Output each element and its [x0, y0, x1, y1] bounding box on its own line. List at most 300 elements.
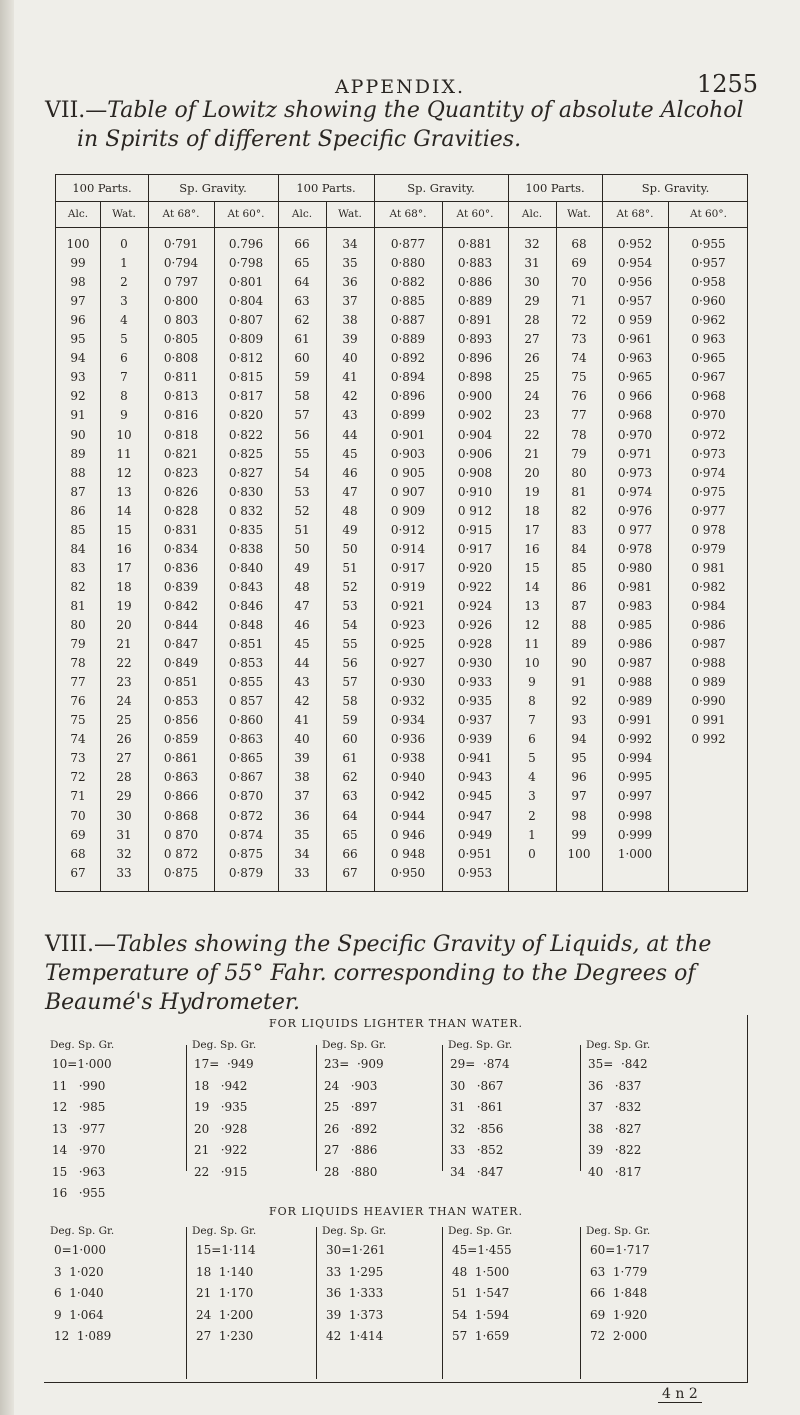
table-cell: 0·938	[390, 751, 426, 766]
table-cell: 0 977	[617, 522, 653, 537]
table-cell: 59	[294, 370, 310, 385]
table-cell: 0·991	[617, 713, 653, 728]
table-cell: 0·818	[163, 427, 199, 442]
table-cell: 0 832	[228, 503, 264, 518]
table-cell: 0·990	[691, 694, 726, 709]
table-cell: 51 1·547	[452, 1286, 510, 1300]
table-cell: 30 ·867	[450, 1078, 504, 1093]
table-cell: 0·930	[457, 656, 493, 671]
column-header: At 60°.	[456, 208, 494, 220]
table-cell: 54	[294, 465, 310, 480]
table-cell: 0·968	[617, 408, 653, 423]
table-cell: 67	[70, 865, 86, 880]
table-cell: 0·805	[163, 332, 199, 347]
table-cell: 72 2·000	[590, 1329, 648, 1343]
table-cell: 36 ·837	[588, 1078, 642, 1093]
page-number: 1255	[696, 70, 758, 98]
table-cell: 2	[120, 275, 128, 290]
table-cell: 33	[294, 865, 310, 880]
table-cell: 0·815	[228, 370, 264, 385]
column-header: Deg. Sp. Gr.	[448, 1039, 513, 1051]
table-cell: 99	[571, 827, 587, 842]
table-cell: 0·904	[457, 427, 493, 442]
table-cell: 21 ·922	[194, 1143, 248, 1157]
table-cell: 72	[70, 770, 86, 785]
table-cell: 23	[524, 408, 540, 423]
table-cell: 45	[294, 637, 310, 652]
table-cell: 12	[524, 618, 540, 632]
running-title: APPENDIX.	[334, 76, 466, 98]
table-cell: 15=1·114	[196, 1243, 256, 1257]
table-cell: 70	[571, 275, 587, 290]
table-cell: 0·954	[617, 256, 653, 271]
table-cell: 12 ·985	[52, 1100, 106, 1114]
column-header: At 68°.	[162, 208, 200, 220]
table-cell: 57	[294, 408, 310, 423]
table-cell: 27 ·886	[324, 1143, 378, 1157]
table-cell: 0·971	[617, 446, 653, 461]
table-cell: 54 1·594	[452, 1307, 510, 1322]
section-8-dash: —	[93, 932, 116, 957]
table-cell: 0·836	[163, 560, 199, 575]
table-cell: 26 ·892	[324, 1121, 378, 1136]
table-cell: 13	[116, 484, 132, 499]
table-cell: 0·889	[457, 294, 493, 309]
table-cell: 0·801	[228, 275, 264, 290]
table-cell: 0·930	[390, 675, 426, 690]
table-cell: 71	[571, 294, 587, 309]
section-7-dash: —	[85, 98, 108, 123]
table-cell: 7	[120, 370, 128, 385]
table-cell: 85	[70, 522, 86, 537]
table-cell: 0·820	[228, 408, 264, 423]
table-cell: 74	[571, 351, 587, 366]
table-cell: 19 ·935	[194, 1100, 248, 1114]
table-cell: 0·809	[228, 332, 264, 347]
table-cell: 0·994	[617, 751, 653, 766]
table-cell: 0 803	[163, 313, 199, 328]
table-cell: 0·956	[617, 275, 653, 290]
table-cell: 43	[342, 408, 358, 423]
table-cell: 29	[116, 789, 132, 804]
table-cell: 0·987	[691, 637, 726, 652]
table-cell: 0	[120, 237, 128, 251]
table-cell: 42	[294, 694, 310, 709]
table-cell: 0·944	[390, 808, 426, 823]
table-cell: 12 1·089	[54, 1329, 112, 1343]
table-cell: 0·986	[617, 637, 653, 652]
table-cell: 0·981	[617, 579, 653, 594]
table-cell: 1	[528, 827, 536, 842]
table-cell: 0·957	[691, 256, 726, 271]
table-cell: 0·912	[390, 522, 426, 537]
table-cell: 0·851	[228, 637, 264, 652]
table-cell: 19	[116, 598, 132, 613]
table-cell: 78	[70, 656, 86, 671]
table-cell: 0·986	[691, 618, 726, 632]
table-cell: 41	[294, 713, 310, 728]
table-cell: 0·831	[163, 522, 199, 537]
table-cell: 29= ·874	[450, 1057, 510, 1071]
table-cell: 18 1·140	[196, 1264, 254, 1279]
table-cell: 1·000	[617, 846, 653, 861]
table-cell: 0 959	[617, 313, 653, 328]
table-cell: 18	[524, 503, 540, 518]
table-cell: 0·816	[163, 408, 199, 423]
table-cell: 14	[524, 579, 540, 594]
table-cell: 0·970	[617, 427, 653, 442]
table-cell: 49	[294, 560, 310, 575]
table-cell: 0·827	[228, 465, 264, 480]
section-8-title-line1: Tables showing the Specific Gravity of Liquids, at the	[115, 932, 712, 957]
table-cell: 11	[524, 637, 540, 652]
group-header: Sp. Gravity.	[407, 181, 475, 195]
table-cell: 0·817	[228, 389, 264, 404]
table-cell: 0·856	[163, 713, 199, 728]
table-cell: 97	[70, 294, 86, 309]
table-cell: 24 ·903	[324, 1078, 378, 1093]
table-cell: 39	[342, 332, 358, 347]
table-cell: 0·808	[163, 351, 199, 366]
table-cell: 31 ·861	[450, 1100, 504, 1114]
table-cell: 0·823	[163, 465, 199, 480]
table-cell: 0·928	[457, 637, 493, 652]
table-cell: 4	[120, 313, 128, 328]
table-cell: 0·825	[228, 446, 264, 461]
table-cell: 60=1·717	[590, 1243, 650, 1257]
table-cell: 0·846	[228, 598, 264, 613]
table-cell: 0·901	[390, 427, 426, 442]
table-cell: 60	[342, 732, 358, 747]
table-cell: 51	[342, 560, 358, 575]
table-cell: 30	[524, 275, 540, 290]
table-cell: 0·927	[390, 656, 426, 671]
table-cell: 18	[116, 579, 132, 594]
table-cell: 0·977	[691, 503, 726, 518]
table-cell: 24	[116, 694, 132, 709]
table-cell: 87	[70, 484, 86, 499]
table-cell: 14	[116, 503, 132, 518]
table-cell: 0·936	[390, 732, 426, 747]
table-cell: 0·863	[163, 770, 199, 785]
table-cell: 18 ·942	[194, 1078, 248, 1093]
table-cell: 80	[571, 465, 587, 480]
table-cell: 95	[70, 332, 86, 347]
table-cell: 17= ·949	[194, 1057, 254, 1071]
table-cell: 25	[524, 370, 540, 385]
table-cell: 63	[342, 789, 358, 804]
table-cell: 38 ·827	[588, 1121, 642, 1136]
table-cell: 100	[567, 846, 591, 861]
table-cell: 9 1·064	[54, 1307, 104, 1322]
table-cell: 16 ·955	[52, 1186, 106, 1200]
table-cell: 0·849	[163, 656, 199, 671]
section-8-heading-line3	[45, 988, 765, 1017]
table-cell: 0·925	[390, 637, 426, 652]
table-cell: 33 ·852	[450, 1143, 504, 1157]
table-cell: 48 1·500	[452, 1264, 510, 1279]
table-cell: 0·943	[457, 770, 493, 785]
group-header: 100 Parts.	[72, 181, 132, 195]
table-cell: 0·859	[163, 732, 199, 747]
table-cell: 28	[524, 313, 540, 328]
group-header: 100 Parts.	[296, 181, 356, 195]
table-cell: 82	[571, 503, 587, 518]
table-cell: 0·881	[457, 237, 493, 251]
table-cell: 0 912	[457, 503, 493, 518]
table-cell: 0·844	[163, 618, 199, 632]
table-cell: 75	[70, 713, 86, 728]
table-cell: 0·968	[691, 389, 726, 404]
table-cell: 23= ·909	[324, 1057, 384, 1071]
table-cell: 80	[70, 618, 86, 632]
table-cell: 0·894	[390, 370, 426, 385]
table-cell: 0·834	[163, 541, 199, 556]
table-cell: 0·891	[457, 313, 493, 328]
table-cell: 45	[342, 446, 358, 461]
table-cell: 5	[528, 751, 536, 766]
table-cell: 0 797	[163, 275, 199, 290]
table-cell: 69 1·920	[590, 1307, 648, 1322]
table-cell: 0·975	[691, 484, 726, 499]
column-header: Wat.	[338, 208, 362, 220]
table-cell: 51	[294, 522, 310, 537]
table-cell: 52	[294, 503, 310, 518]
table-cell: 0·979	[691, 541, 726, 556]
table-cell: 0·875	[163, 865, 199, 880]
table-cell: 0 989	[691, 675, 726, 690]
section-8-title-line2: Temperature of 55° Fahr. corresponding to the Degrees of	[45, 961, 696, 986]
table-cell: 32	[116, 846, 132, 861]
table-cell: 0·877	[390, 237, 426, 251]
table-cell: 0·794	[163, 256, 199, 271]
table-cell: 22	[524, 427, 540, 442]
table-cell: 64	[294, 275, 310, 290]
table-cell: 54	[342, 618, 358, 632]
table-cell: 30=1·261	[326, 1243, 386, 1257]
table-cell: 0·935	[457, 694, 493, 709]
table-cell: 6	[120, 351, 128, 366]
table-cell: 0·899	[390, 408, 426, 423]
table-cell: 95	[571, 751, 587, 766]
table-cell: 0·926	[457, 618, 493, 632]
table-cell: 64	[342, 808, 358, 823]
table-cell: 0·889	[390, 332, 426, 347]
table-cell: 0·839	[163, 579, 199, 594]
table-cell: 0·896	[457, 351, 493, 366]
table-cell: 0·853	[163, 694, 199, 709]
table-cell: 5	[120, 332, 128, 347]
table-cell: 10	[116, 427, 132, 442]
table-cell: 0·940	[390, 770, 426, 785]
table-cell: 0 905	[390, 465, 426, 480]
table-cell: 0·974	[691, 465, 726, 480]
table-cell: 0·908	[457, 465, 493, 480]
table-cell: 66	[342, 846, 358, 861]
table-cell: 0 909	[390, 503, 426, 518]
table-cell: 32	[524, 237, 540, 251]
table-cell: 27 1·230	[196, 1329, 254, 1343]
table-cell: 88	[70, 465, 86, 480]
table-cell: 8	[528, 694, 536, 709]
table-cell: 96	[571, 770, 587, 785]
table-cell: 79	[70, 637, 86, 652]
table-cell: 34	[294, 846, 310, 861]
table-cell: 42 1·414	[326, 1329, 384, 1343]
table-cell: 93	[571, 713, 587, 728]
table-cell: 0·962	[691, 313, 726, 328]
column-header: At 60°.	[227, 208, 265, 220]
table-cell: 0 946	[390, 827, 426, 842]
table-cell: 28 ·880	[324, 1164, 378, 1179]
table-cell: 0·965	[691, 351, 726, 366]
table-cell: 39 1·373	[326, 1307, 384, 1322]
table-cell: 74	[70, 732, 86, 747]
table-cell: 0·826	[163, 484, 199, 499]
table-cell: 26	[116, 732, 132, 747]
table-cell: 0·811	[163, 370, 199, 385]
table-cell: 84	[70, 541, 86, 556]
table-cell: 0·848	[228, 618, 264, 632]
table-cell: 93	[70, 370, 86, 385]
lighter-liquids-title: FOR LIQUIDS LIGHTER THAN WATER.	[269, 1017, 523, 1030]
table-cell: 0 966	[617, 389, 653, 404]
table-cell: 69	[70, 827, 86, 842]
table-cell: 0 978	[691, 522, 726, 537]
table-cell: 35= ·842	[588, 1057, 648, 1071]
column-header: Alc.	[67, 208, 89, 220]
table-cell: 0 948	[390, 846, 426, 861]
table-cell: 33 1·295	[326, 1264, 384, 1279]
column-header: Deg. Sp. Gr.	[322, 1039, 387, 1051]
table-cell: 0·896	[390, 389, 426, 404]
table-cell: 82	[70, 579, 86, 594]
table-cell: 0·917	[390, 560, 426, 575]
table-cell: 0·953	[457, 865, 493, 880]
table-cell: 0·885	[390, 294, 426, 309]
table-cell: 0·951	[457, 846, 493, 861]
table-cell: 91	[571, 675, 587, 690]
table-cell: 63 1·779	[590, 1264, 648, 1279]
column-header: Deg. Sp. Gr.	[192, 1039, 257, 1051]
table-cell: 0·915	[457, 522, 493, 537]
table-cell: 17	[524, 522, 540, 537]
table-cell: 0·998	[617, 808, 653, 823]
table-cell: 3	[120, 294, 128, 309]
table-cell: 0·914	[390, 541, 426, 556]
section-7-title-line2: in Spirits of different Specific Gravities.	[77, 127, 522, 152]
table-cell: 0·910	[457, 484, 493, 499]
table-cell: 0·886	[457, 275, 493, 290]
table-cell: 0·840	[228, 560, 264, 575]
table-cell: 57	[342, 675, 358, 690]
table-cell: 36	[342, 275, 358, 290]
table-cell: 0·972	[691, 427, 726, 442]
section-8-title-line3: Beaumé's Hydrometer.	[45, 990, 300, 1015]
table-cell: 0·963	[617, 351, 653, 366]
table-cell: 96	[70, 313, 86, 328]
signature-mark: 4 n 2	[658, 1386, 702, 1403]
table-cell: 37	[342, 294, 358, 309]
table-cell: 8	[120, 389, 128, 404]
table-cell: 0·822	[228, 427, 264, 442]
table-cell: 45=1·455	[452, 1243, 512, 1257]
table-cell: 47	[294, 598, 310, 613]
table-cell: 0·906	[457, 446, 493, 461]
column-header: Wat.	[112, 208, 136, 220]
table-cell: 90	[571, 656, 587, 671]
table-cell: 38	[342, 313, 358, 328]
column-header: Deg. Sp. Gr.	[448, 1225, 513, 1237]
table-cell: 0·863	[228, 732, 264, 747]
table-cell: 16	[116, 541, 132, 556]
table-cell: 58	[294, 389, 310, 404]
section-7-heading-line2	[45, 125, 765, 154]
table-cell: 15	[524, 560, 540, 575]
beaume-hydrometer-table	[44, 1015, 748, 1383]
table-cell: 0·985	[617, 618, 653, 632]
table-cell: 37	[294, 789, 310, 804]
table-cell: 44	[342, 427, 358, 442]
table-cell: 49	[342, 522, 358, 537]
table-cell: 0·830	[228, 484, 264, 499]
table-cell: 67	[342, 865, 358, 880]
table-cell: 24	[524, 389, 540, 404]
table-cell: 0·798	[228, 256, 264, 271]
column-header: Alc.	[291, 208, 313, 220]
table-cell: 81	[571, 484, 587, 499]
table-cell: 0·791	[163, 237, 199, 251]
table-cell: 0·853	[228, 656, 264, 671]
table-cell: 0·952	[617, 237, 653, 251]
table-cell: 83	[571, 522, 587, 537]
table-cell: 0·988	[691, 656, 726, 671]
table-cell: 0·883	[457, 256, 493, 271]
table-cell: 0·847	[163, 637, 199, 652]
table-cell: 0·919	[390, 579, 426, 594]
table-cell: 0 870	[163, 827, 199, 842]
table-cell: 29	[524, 294, 540, 309]
table-cell: 0 963	[691, 332, 726, 347]
table-cell: 27	[524, 332, 540, 347]
table-cell: 66 1·848	[590, 1286, 648, 1300]
table-cell: 22 ·915	[194, 1164, 248, 1179]
table-cell: 13 ·977	[52, 1121, 106, 1136]
table-cell: 91	[70, 408, 86, 423]
section-7-numeral: VII.	[45, 98, 86, 123]
table-cell: 11	[116, 446, 132, 461]
table-cell: 0 907	[390, 484, 426, 499]
table-cell: 0·942	[390, 789, 426, 804]
table-cell: 0·812	[228, 351, 264, 366]
table-cell: 30	[116, 808, 132, 823]
table-cell: 36	[294, 808, 310, 823]
table-cell: 99	[70, 256, 86, 271]
table-cell: 0·923	[390, 618, 426, 632]
table-cell: 56	[294, 427, 310, 442]
table-cell: 37 ·832	[588, 1100, 642, 1114]
table-cell: 56	[342, 656, 358, 671]
table-cell: 60	[294, 351, 310, 366]
table-cell: 16	[524, 541, 540, 556]
table-cell: 1	[120, 256, 128, 271]
table-cell: 0·970	[691, 408, 726, 423]
table-cell: 40	[342, 351, 358, 366]
table-cell: 69	[571, 256, 587, 271]
table-cell: 81	[70, 598, 86, 613]
table-cell: 0·851	[163, 675, 199, 690]
table-cell: 52	[342, 579, 358, 594]
